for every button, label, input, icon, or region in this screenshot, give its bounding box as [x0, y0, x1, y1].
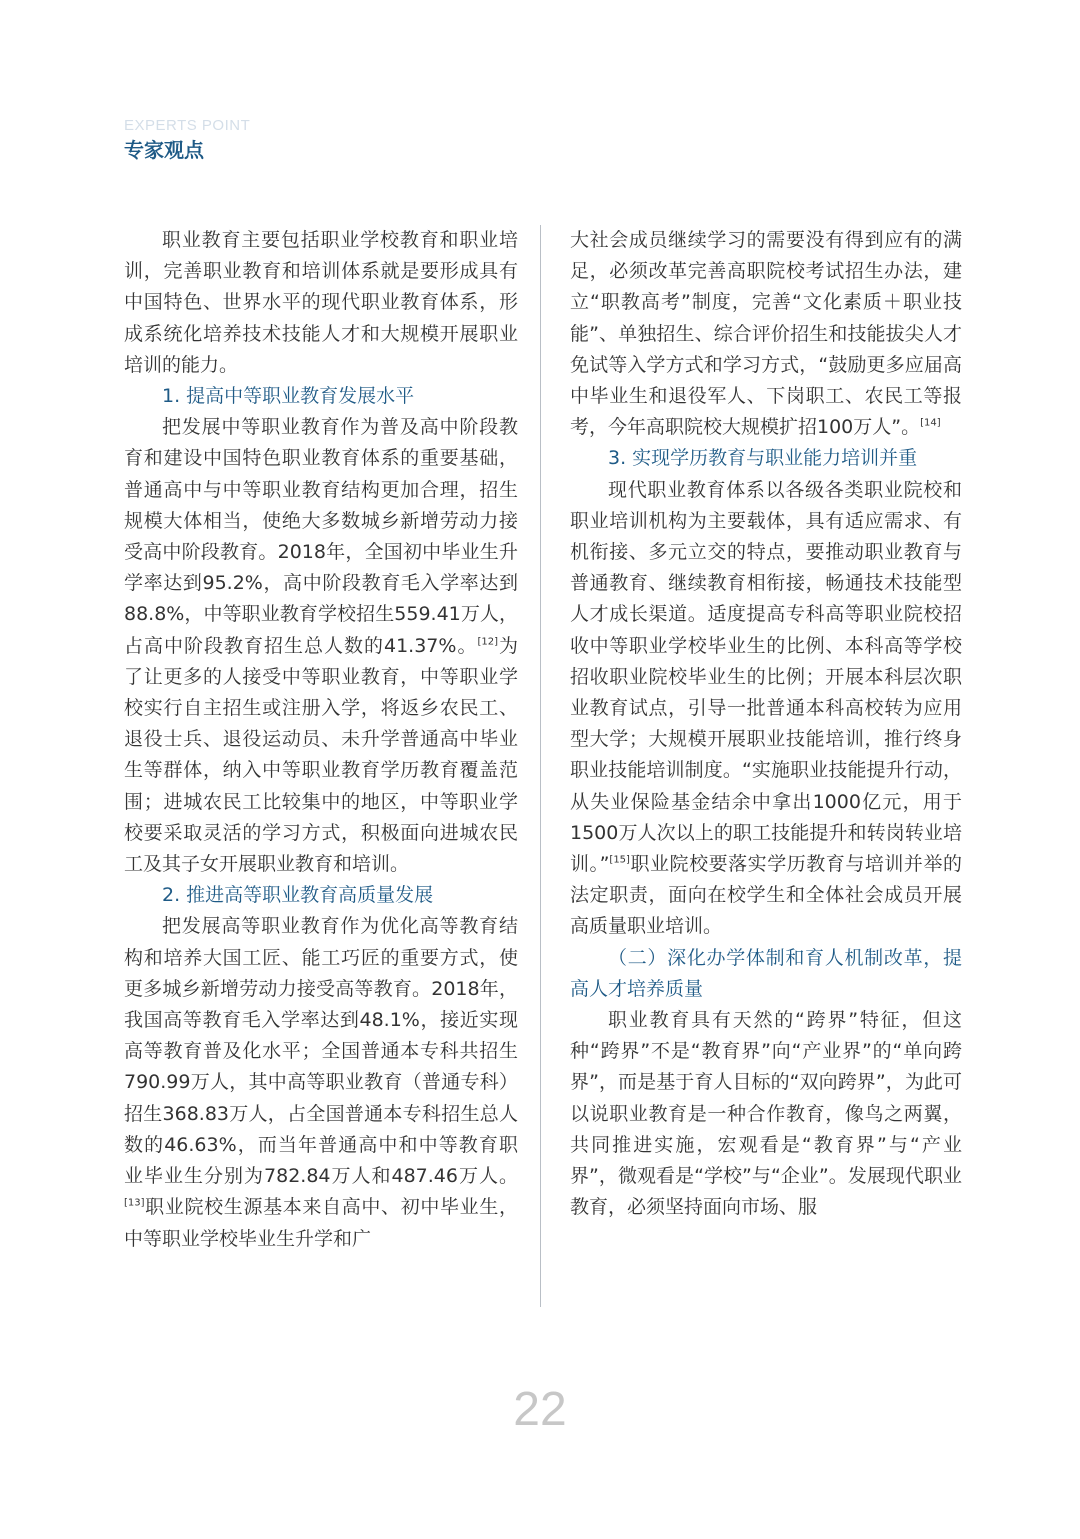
- page-number: 22: [513, 1383, 567, 1436]
- paragraph-2: [124, 911, 518, 1254]
- reference-12: [12]: [477, 636, 498, 648]
- paragraph-1-text-a: 把发展中等职业教育作为普及高中阶段教育和建设中国特色职业教育体系的重要基础，普通高中与中等职业教育结构更加合理，招生规模大体相当，使绝大多数城乡新增劳动力接受高中阶段教育。2018年，全国初中毕业生升学率达到95.2%，高中阶段教育毛入学率达到88.8%，中等职业教育学校招生559.41万人，占高中阶段教育招生总人数的41.37%。: [124, 416, 518, 657]
- paragraph-1-text-b: 为了让更多的人接受中等职业教育，中等职业学校实行自主招生或注册入学，将返乡农民工、退役士兵、退役运动员、未升学普通高中毕业生等群体，纳入中等职业教育学历教育覆盖范围；进城农民工比较集中的地区，中等职业学校要采取灵活的学习方式，积极面向进城农民工及其子女开展职业教育和培训。: [124, 634, 518, 876]
- reference-15: [15]: [609, 854, 630, 866]
- paragraph-3-text-a: 现代职业教育体系以各级各类职业院校和职业培训机构为主要载体，具有适应需求、有机衔接、多元立交的特点，要推动职业教育与普通教育、继续教育相衔接，畅通技术技能型人才成长渠道。适度提高专科高等职业院校招收中等职业学校毕业生的比例、本科高等学校招收职业院校毕业生的比例；开展本科层次职业教育试点，引导一批普通本科高校转为应用型大学；大规模开展职业技能培训，推行终身职业技能培训制度。“实施职业技能提升行动，从失业保险基金结余中拿出1000亿元，用于1500万人次以上的职工技能提升和转岗转业培训。”: [570, 478, 962, 876]
- paragraph-2-text-a: 把发展高等职业教育作为优化高等教育结构和培养大国工匠、能工巧匠的重要方式，使更多城乡新增劳动力接受高等教育。2018年，我国高等教育毛入学率达到48.1%，接近实现高等教育普及化水平；全国普通本专科共招生790.99万人，其中高等职业教育（普通专科）招生368.83万人，占全国普通本专科招生总人数的46.63%，而当年普通高中和中等教育职业毕业生分别为782.84万人和487.46万人。: [124, 915, 518, 1188]
- paragraph-3-text-b: 职业院校要落实学历教育与培训并举的法定职责，面向在校学生和全体社会成员开展高质量职业培训。: [570, 853, 962, 938]
- subheading-1: 1. 提高中等职业教育发展水平: [162, 385, 415, 408]
- section-title: 专家观点: [124, 138, 204, 162]
- right-column: [570, 225, 962, 1224]
- paragraph-2-text-b: 职业院校生源基本来自高中、初中毕业生，中等职业学校毕业生升学和广: [124, 1196, 518, 1250]
- section-label-english: EXPERTS POINT: [124, 117, 251, 134]
- reference-14: [14]: [920, 417, 941, 429]
- column-divider: [540, 225, 541, 1307]
- paragraph-1: [124, 412, 518, 880]
- subheading-2: 2. 推进高等职业教育高质量发展: [162, 884, 434, 907]
- paragraph-2-text-c: 大社会成员继续学习的需要没有得到应有的满足，必须改革完善高职院校考试招生办法，建立“职教高考”制度，完善“文化素质＋职业技能”、单独招生、综合评价招生和技能拔尖人才免试等入学方式和学习方式，“鼓励更多应届高中毕业生和退役军人、下岗职工、农民工等报考，今年高职院校大规模扩招100万人”。: [570, 229, 962, 439]
- left-column: [124, 225, 518, 1255]
- paragraph-4: 职业教育具有天然的“跨界”特征，但这种“跨界”不是“教育界”向“产业界”的“单向跨界”，而是基于育人目标的“双向跨界”，为此可以说职业教育是一种合作教育，像鸟之两翼，共同推进实施，宏观看是“教育界”与“产业界”，微观看是“学校”与“企业”。发展现代职业教育，必须坚持面向市场、服: [570, 1009, 962, 1219]
- paragraph-2-continued: [570, 225, 962, 443]
- reference-13: [13]: [124, 1197, 145, 1209]
- paragraph-intro: 职业教育主要包括职业学校教育和职业培训，完善职业教育和培训体系就是要形成具有中国特色、世界水平的现代职业教育体系，形成系统化培养技术技能人才和大规模开展职业培训的能力。: [124, 229, 518, 376]
- paragraph-3: [570, 475, 962, 943]
- subheading-3: 3. 实现学历教育与职业能力培训并重: [608, 447, 918, 470]
- subheading-4: （二）深化办学体制和育人机制改革，提高人才培养质量: [570, 946, 962, 1000]
